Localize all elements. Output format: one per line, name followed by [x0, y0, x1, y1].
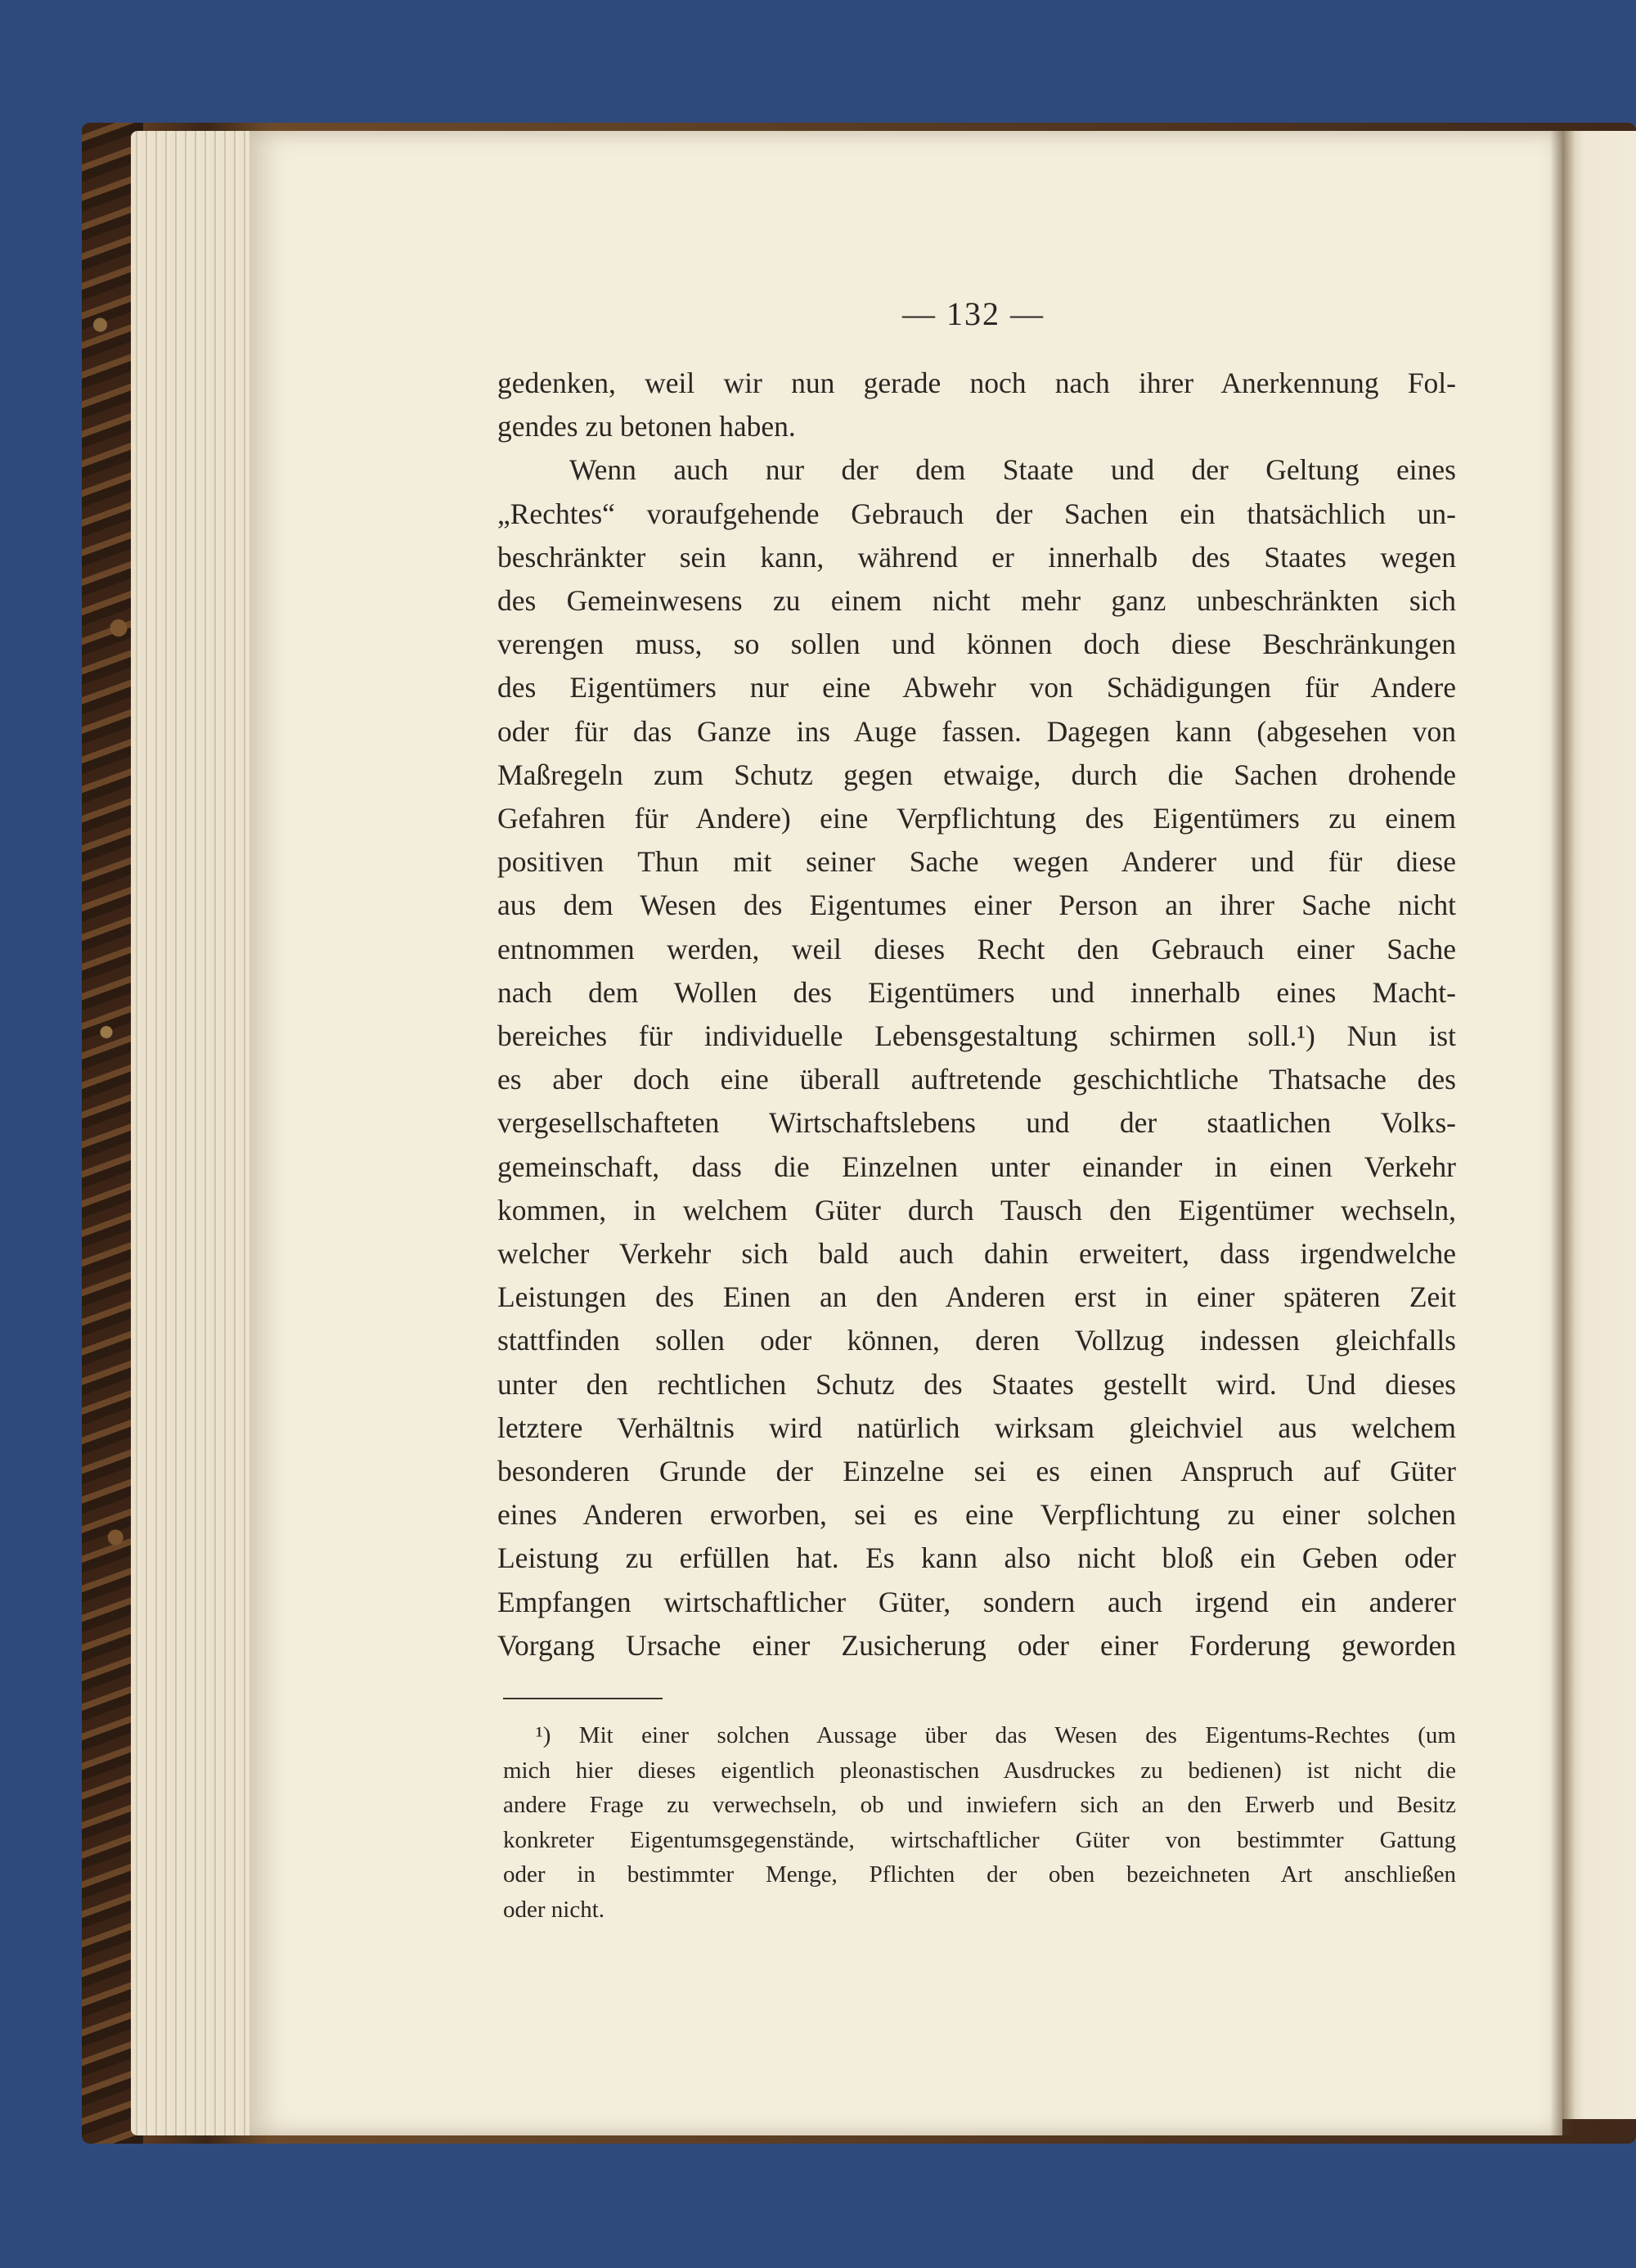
text-line: kommen, in welchem Güter durch Tausch den Eigentümer wechseln,	[497, 1193, 1456, 1226]
footnote-line: oder in bestimmter Menge, Pflichten der oben bezeichneten Art anschließen	[503, 1861, 1456, 1888]
text-line: welcher Verkehr sich bald auch dahin erweitert, dass irgendwelche	[497, 1237, 1456, 1271]
gutter-shadow	[1550, 131, 1575, 2135]
text-line: Empfangen wirtschaftlicher Güter, sondern auch irgend ein anderer	[497, 1585, 1456, 1618]
page-edges	[131, 131, 266, 2135]
text-line: verengen muss, so sollen und können doch diese Beschränkungen	[497, 628, 1456, 661]
text-line: oder für das Ganze ins Auge fassen. Dagegen kann (abgesehen von	[497, 714, 1456, 748]
text-line: aus dem Wesen des Eigentumes einer Person an ihrer Sache nicht	[497, 889, 1456, 922]
text-line: letztere Verhältnis wird natürlich wirksam gleichviel aus welchem	[497, 1411, 1456, 1444]
text-line: unter den rechtlichen Schutz des Staates gestellt wird. Und dieses	[497, 1367, 1456, 1401]
text-line: positiven Thun mit seiner Sache wegen Anderer und für diese	[497, 845, 1456, 879]
text-line: „Rechtes“ voraufgehende Gebrauch der Sachen ein thatsächlich un-	[497, 497, 1456, 530]
text-line: gedenken, weil wir nun gerade noch nach ihrer Anerkennung Fol-	[497, 367, 1456, 399]
text-line: stattfinden sollen oder können, deren Vollzug indessen gleichfalls	[497, 1324, 1456, 1357]
footnote-line: mich hier dieses eigentlich pleonastischen Ausdruckes zu bedienen) ist nicht die	[503, 1757, 1456, 1784]
text-line: beschränkter sein kann, während er innerhalb des Staates wegen	[497, 540, 1456, 574]
text-line: es aber doch eine überall auftretende geschichtliche Thatsache des	[497, 1063, 1456, 1096]
text-line: besonderen Grunde der Einzelne sei es einen Anspruch auf Güter	[497, 1455, 1456, 1488]
footnote-line: oder nicht.	[503, 1896, 605, 1923]
footnote-rule	[503, 1698, 663, 1699]
footnotes	[503, 1718, 1456, 1928]
footnote-line: andere Frage zu verwechseln, ob und inwiefern sich an den Erwerb und Besitz	[503, 1792, 1456, 1819]
text-line: Maßregeln zum Schutz gegen etwaige, durch die Sachen drohende	[497, 758, 1456, 791]
text-line: gendes zu betonen haben.	[497, 410, 796, 443]
text-line: Leistung zu erfüllen hat. Es kann also nicht bloß ein Geben oder	[497, 1541, 1456, 1575]
text-line: Wenn auch nur der dem Staate und der Geltung eines	[569, 453, 1456, 487]
text-line: bereiches für individuelle Lebensgestaltung schirmen soll.¹) Nun ist	[497, 1019, 1456, 1053]
page-number: — 132 —	[902, 295, 1045, 332]
text-line: vergesellschafteten Wirtschaftslebens und der staatlichen Volks-	[497, 1106, 1456, 1140]
text-line: gemeinschaft, dass die Einzelnen unter einander in einen Verkehr	[497, 1150, 1456, 1183]
text-line: nach dem Wollen des Eigentümers und innerhalb eines Macht-	[497, 975, 1456, 1009]
text-line: Leistungen des Einen an den Anderen erst in einer späteren Zeit	[497, 1280, 1456, 1314]
text-line: eines Anderen erworben, sei es eine Verpflichtung zu einer solchen	[497, 1498, 1456, 1532]
footnote-line: ¹) Mit einer solchen Aussage über das Wesen des Eigentums-Rechtes (um	[536, 1722, 1456, 1748]
text-line: Gefahren für Andere) eine Verpflichtung des Eigentümers zu einem	[497, 802, 1456, 835]
text-line: des Eigentümers nur eine Abwehr von Schädigungen für Andere	[497, 671, 1456, 704]
footnote-line: konkreter Eigentumsgegenstände, wirtschaftlicher Güter von bestimmter Gattung	[503, 1826, 1456, 1853]
text-line: des Gemeinwesens zu einem nicht mehr ganz unbeschränkten sich	[497, 584, 1456, 618]
text-line: entnommen werden, weil dieses Recht den Gebrauch einer Sache	[497, 932, 1456, 965]
body-text	[497, 362, 1456, 1667]
text-line: Vorgang Ursache einer Zusicherung oder einer Forderung geworden	[497, 1628, 1456, 1662]
